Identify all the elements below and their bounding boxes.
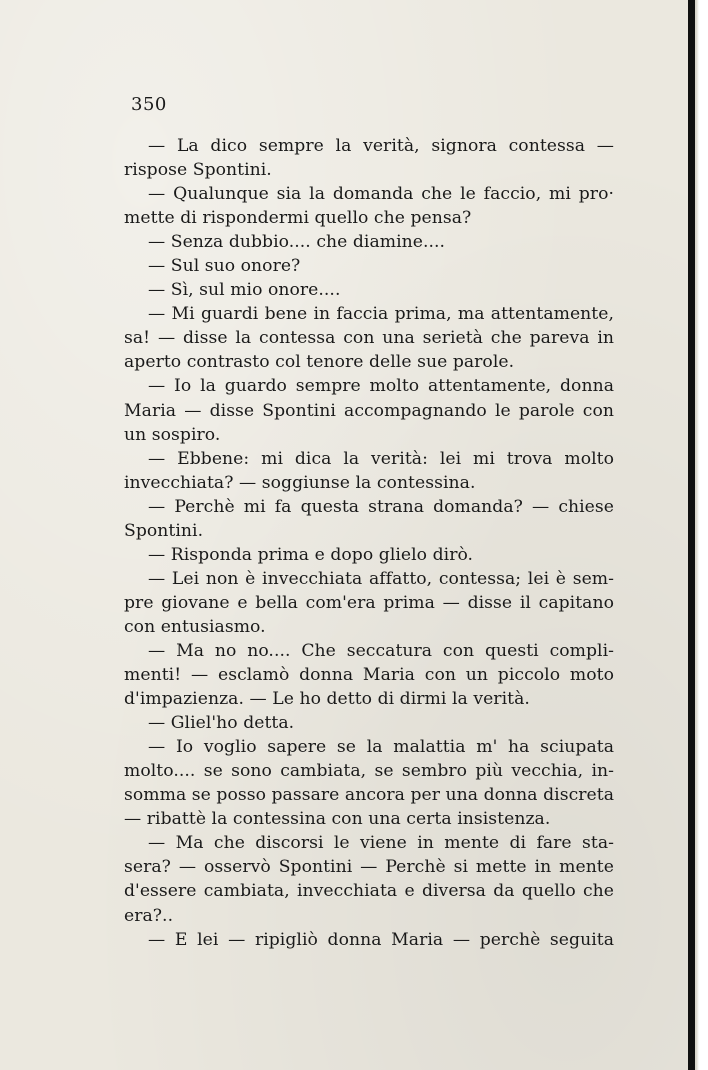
text-line: — ribattè la contessina con una certa insistenza. xyxy=(124,809,551,830)
text-line: — E lei — ripigliò donna Maria — perchè seguita xyxy=(148,929,614,950)
text-line: — Qualunque sia la domanda che le faccio, mi pro· xyxy=(148,184,614,205)
text-line: Maria — disse Spontini accompagnando le parole con xyxy=(124,400,614,421)
text-line: — Senza dubbio.... che diamine.... xyxy=(148,232,446,253)
binding-shadow-line xyxy=(688,0,695,1070)
text-line: — Ebbene: mi dica la verità: lei mi trova molto xyxy=(148,448,614,469)
text-line: — Io la guardo sempre molto attentamente, donna xyxy=(148,376,614,397)
text-line: — Ma che discorsi le viene in mente di fare sta- xyxy=(148,833,614,854)
text-line: — Ma no no.... Che seccatura con questi compli- xyxy=(148,640,614,661)
page-number: 350 xyxy=(131,94,167,115)
text-line: con entusiasmo. xyxy=(124,616,266,637)
text-line: sera? — osservò Spontini — Perchè si mette in mente xyxy=(124,857,614,878)
text-line: — Sì, sul mio onore.... xyxy=(148,280,341,301)
text-line: era?.. xyxy=(124,905,174,926)
text-line: mette di rispondermi quello che pensa? xyxy=(124,208,472,229)
text-line: — Io voglio sapere se la malattia m' ha sciupata xyxy=(148,737,614,758)
text-line: un sospiro. xyxy=(124,424,221,445)
body-text xyxy=(124,134,614,952)
text-line: rispose Spontini. xyxy=(124,160,272,181)
text-line: — Lei non è invecchiata affatto, contessa; lei è sem- xyxy=(148,568,614,589)
text-line: d'impazienza. — Le ho detto di dirmi la verità. xyxy=(124,689,530,710)
text-line: pre giovane e bella com'era prima — disse il capitano xyxy=(124,592,614,613)
text-line: — Risponda prima e dopo glielo dirò. xyxy=(148,544,474,565)
text-line: — Gliel'ho detta. xyxy=(148,713,295,734)
text-line: menti! — esclamò donna Maria con un piccolo moto xyxy=(124,665,614,686)
text-line: invecchiata? — soggiunse la contessina. xyxy=(124,472,476,493)
text-line: — Sul suo onore? xyxy=(148,256,301,277)
text-line: — La dico sempre la verità, signora contessa — xyxy=(148,136,614,156)
text-line: Spontini. xyxy=(124,520,204,541)
text-line: molto.... se sono cambiata, se sembro più vecchia, in- xyxy=(124,761,614,782)
text-line: somma se posso passare ancora per una donna discreta xyxy=(124,785,614,806)
text-line: — Mi guardi bene in faccia prima, ma attentamente, xyxy=(148,304,614,325)
text-line: — Perchè mi fa questa strana domanda? — chiese xyxy=(148,496,614,517)
text-line: aperto contrasto col tenore delle sue parole. xyxy=(124,352,515,373)
text-line: d'essere cambiata, invecchiata e diversa da quello che xyxy=(124,881,614,902)
text-line: sa! — disse la contessa con una serietà che pareva in xyxy=(124,328,614,349)
